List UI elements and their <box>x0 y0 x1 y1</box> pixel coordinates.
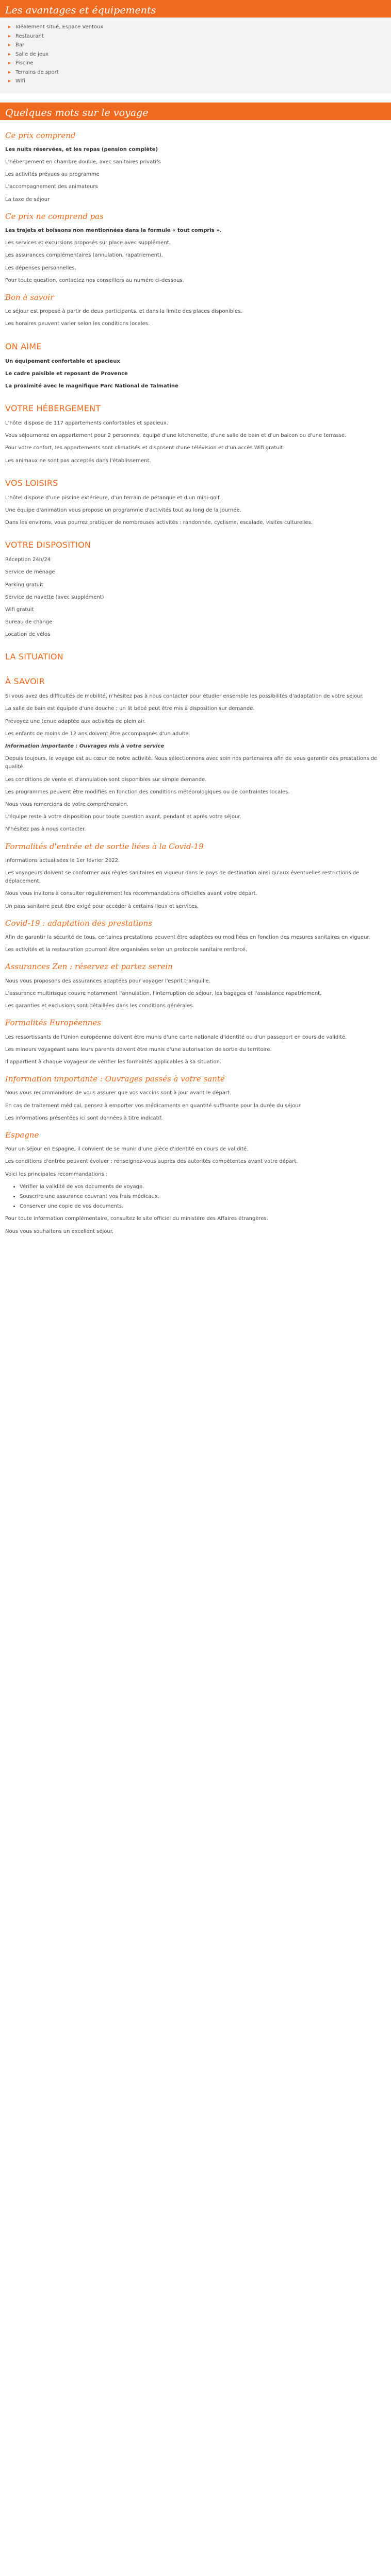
paragraph: Un pass sanitaire peut être exigé pour accéder à certains lieux et services. <box>5 903 199 909</box>
paragraph: Les voyageurs doivent se conformer aux règles sanitaires en vigueur dans le pays de destination ainsi qu'aux éventuelles restrictions de déplacement. <box>5 870 360 885</box>
page <box>0 0 391 1245</box>
paragraph: Les mineurs voyageant sans leurs parents doivent être munis d'une autorisation de sortie du territoire. <box>5 1046 272 1053</box>
paragraph: Pour un séjour en Espagne, il convient de se munir d'une pièce d'identité en cours de validité. <box>5 1146 249 1153</box>
advantage-item: ▸ Idéalement situé, Espace Ventoux <box>7 23 384 32</box>
paragraph: Les assurances complémentaires (annulation, rapatriement). <box>5 252 163 259</box>
paragraph: Dans les environs, vous pourrez pratiquer de nombreuses activités : randonnée, cyclisme, escalade, visites culturelles. <box>5 520 313 526</box>
paragraph: Une équipe d'animation vous propose un programme d'activités tout au long de la journée. <box>5 507 241 513</box>
section-heading-location: LA SITUATION <box>5 652 63 662</box>
paragraph: Les conditions de vente et d'annulation sont disponibles sur simple demande. <box>5 776 207 783</box>
list-item: • Conserver une copie de vos documents. <box>20 1202 386 1211</box>
section-heading-price: Ce prix comprend <box>5 130 76 140</box>
list-item: • Vérifier la validité de vos documents de voyage. <box>20 1183 386 1191</box>
paragraph: L'assurance multirisque couvre notamment l'annulation, l'interruption de séjour, les bagages et l'assistance rapatriement. <box>5 990 322 996</box>
list-item: Service de ménage <box>5 569 55 575</box>
section-heading-leisure: VOS LOISIRS <box>5 478 58 488</box>
paragraph: Nous vous proposons des assurances adaptées pour voyager l'esprit tranquille. <box>5 978 210 984</box>
list-item: Bureau de change <box>5 619 53 625</box>
section-heading-important-info: Information importante : Ouvrages mis à votre service <box>5 743 165 750</box>
advantage-item: ▸ Salle de jeux <box>7 50 384 59</box>
paragraph: Les dépenses personnelles. <box>5 265 76 271</box>
advantage-item: ▸ Terrains de sport <box>7 68 384 77</box>
advantages-list <box>7 23 384 86</box>
list-item: Le cadre paisible et reposant de Provence <box>5 370 128 377</box>
paragraph: En cas de traitement médical, pensez à emporter vos médicaments en quantité suffisante pour la durée du séjour. <box>5 1103 302 1109</box>
section-heading-covid-formalities: Formalités d'entrée et de sortie liées à la Covid-19 <box>5 841 204 851</box>
paragraph: Si vous avez des difficultés de mobilité, n'hésitez pas à nous contacter pour étudier ensemble les possibilités d'adaptation de votre séjour. <box>5 693 364 700</box>
paragraph: La taxe de séjour <box>5 196 50 202</box>
faq-content <box>0 120 391 1245</box>
paragraph: Nous vous recommandons de vous assurer que vos vaccins sont à jour avant le départ. <box>5 1090 232 1096</box>
section-heading-to-know: À SAVOIR <box>5 676 45 687</box>
advantage-item: ▸ Wifi <box>7 77 384 86</box>
paragraph: Les enfants de moins de 12 ans doivent être accompagnés d'un adulte. <box>5 731 190 737</box>
section-heading-insurance: Assurances Zen : réservez et partez serein <box>5 962 173 972</box>
paragraph: Nous vous souhaitons un excellent séjour. <box>5 1228 114 1234</box>
list-item: Réception 24h/24 <box>5 557 51 563</box>
section-heading-health: Information importante : Ouvrages passés à votre santé <box>5 1074 225 1084</box>
paragraph: Vous séjournerez en appartement pour 2 personnes, équipé d'une kitchenette, d'une salle de bain et d'un balcon ou d'une terrasse. <box>5 433 347 439</box>
paragraph: L'hôtel dispose de 117 appartements confortables et spacieux. <box>5 420 168 427</box>
paragraph: Les informations présentées ici sont données à titre indicatif. <box>5 1115 163 1121</box>
paragraph: L'hébergement en chambre double, avec sanitaires privatifs <box>5 159 161 165</box>
section-heading-accommodation: VOTRE HÉBERGEMENT <box>5 403 101 414</box>
advantage-item: ▸ Restaurant <box>7 32 384 41</box>
section-heading-not-included: Ce prix ne comprend pas <box>5 211 104 221</box>
paragraph: L'équipe reste à votre disposition pour toute question avant, pendant et après votre séjour. <box>5 814 241 820</box>
paragraph: Les nuits réservées, et les repas (pension complète) <box>5 146 158 152</box>
paragraph: Les trajets et boissons non mentionnées dans la formule « tout compris ». <box>5 228 222 234</box>
paragraph: Les animaux ne sont pas acceptés dans l'établissement. <box>5 457 151 464</box>
paragraph: Les programmes peuvent être modifiés en fonction des conditions météorologiques ou de contraintes locales. <box>5 789 290 795</box>
section-heading-eu-formalities: Formalités Européennes <box>5 1018 101 1028</box>
paragraph: Informations actualisées le 1er février 2022. <box>5 857 120 863</box>
paragraph: Afin de garantir la sécurité de tous, certaines prestations peuvent être adaptées ou modifiées en fonction des mesures sanitaires en vigueur. <box>5 935 370 941</box>
paragraph: Pour votre confort, les appartements sont climatisés et disposent d'une télévision et d'un accès Wifi gratuit. <box>5 445 285 451</box>
list-item: Service de navette (avec supplément) <box>5 594 104 600</box>
paragraph: Les activités et la restauration pourront être organisées selon un protocole sanitaire renforcé. <box>5 947 247 953</box>
paragraph: Voici les principales recommandations : <box>5 1171 108 1177</box>
advantage-item: ▸ Bar <box>7 41 384 50</box>
advantages-panel <box>0 18 391 93</box>
section-heading-at-your-disposal: VOTRE DISPOSITION <box>5 540 91 550</box>
advantages-title: Les avantages et équipements <box>0 0 391 18</box>
paragraph: Les services et excursions proposés sur place avec supplément. <box>5 240 171 246</box>
paragraph: Les garanties et exclusions sont détaillées dans les conditions générales. <box>5 1003 194 1009</box>
faq-title: Quelques mots sur le voyage <box>0 103 391 120</box>
paragraph: La salle de bain est équipée d'une douche ; un lit bébé peut être mis à disposition sur demande. <box>5 706 255 712</box>
paragraph: Nous vous invitons à consulter régulièrement les recommandations officielles avant votre départ. <box>5 891 257 897</box>
section-heading-good-to-know: Bon à savoir <box>5 292 54 302</box>
paragraph: Les conditions d'entrée peuvent évoluer : renseignez-vous auprès des autorités compétentes avant votre départ. <box>5 1159 298 1165</box>
list-item: La proximité avec le magnifique Parc National de Talmatine <box>5 383 178 389</box>
paragraph: Pour toute question, contactez nos conseillers au numéro ci-dessous. <box>5 277 184 283</box>
paragraph: Nous vous remercions de votre compréhension. <box>5 801 129 807</box>
paragraph: N'hésitez pas à nous contacter. <box>5 826 86 833</box>
list-item: • Souscrire une assurance couvrant vos frais médicaux. <box>20 1193 386 1201</box>
list-item: Wifi gratuit <box>5 606 34 613</box>
paragraph: Depuis toujours, le voyage est au cœur de notre activité. Nous sélectionnons avec soin nos partenaires afin de vous garantir des prestations de qualité. <box>5 756 378 770</box>
paragraph: L'accompagnement des animateurs <box>5 184 98 190</box>
paragraph: Il appartient à chaque voyageur de vérifier les formalités applicables à sa situation. <box>5 1059 222 1065</box>
list-item: Un équipement confortable et spacieux <box>5 358 120 364</box>
paragraph: Prévoyez une tenue adaptée aux activités de plein air. <box>5 718 146 724</box>
paragraph: Les ressortissants de l'Union européenne doivent être munis d'une carte nationale d'identité ou d'un passeport en cours de validité. <box>5 1034 347 1040</box>
paragraph: Pour toute information complémentaire, consultez le site officiel du ministère des Affaires étrangères. <box>5 1216 268 1222</box>
advantage-item: ▸ Piscine <box>7 59 384 68</box>
paragraph: L'hôtel dispose d'une piscine extérieure, d'un terrain de pétanque et d'un mini-golf. <box>5 495 221 501</box>
list-item: Location de vélos <box>5 632 51 638</box>
section-heading-covid-adaptation: Covid-19 : adaptation des prestations <box>5 918 152 928</box>
section-heading-spain: Espagne <box>5 1130 39 1140</box>
paragraph: Les horaires peuvent varier selon les conditions locales. <box>5 321 150 327</box>
paragraph: Les activités prévues au programme <box>5 172 100 178</box>
spain-list <box>20 1183 386 1211</box>
list-item: Parking gratuit <box>5 582 43 588</box>
section-heading-we-love: ON AIME <box>5 341 42 351</box>
paragraph: Le séjour est proposé à partir de deux participants, et dans la limite des places disponibles. <box>5 309 242 315</box>
